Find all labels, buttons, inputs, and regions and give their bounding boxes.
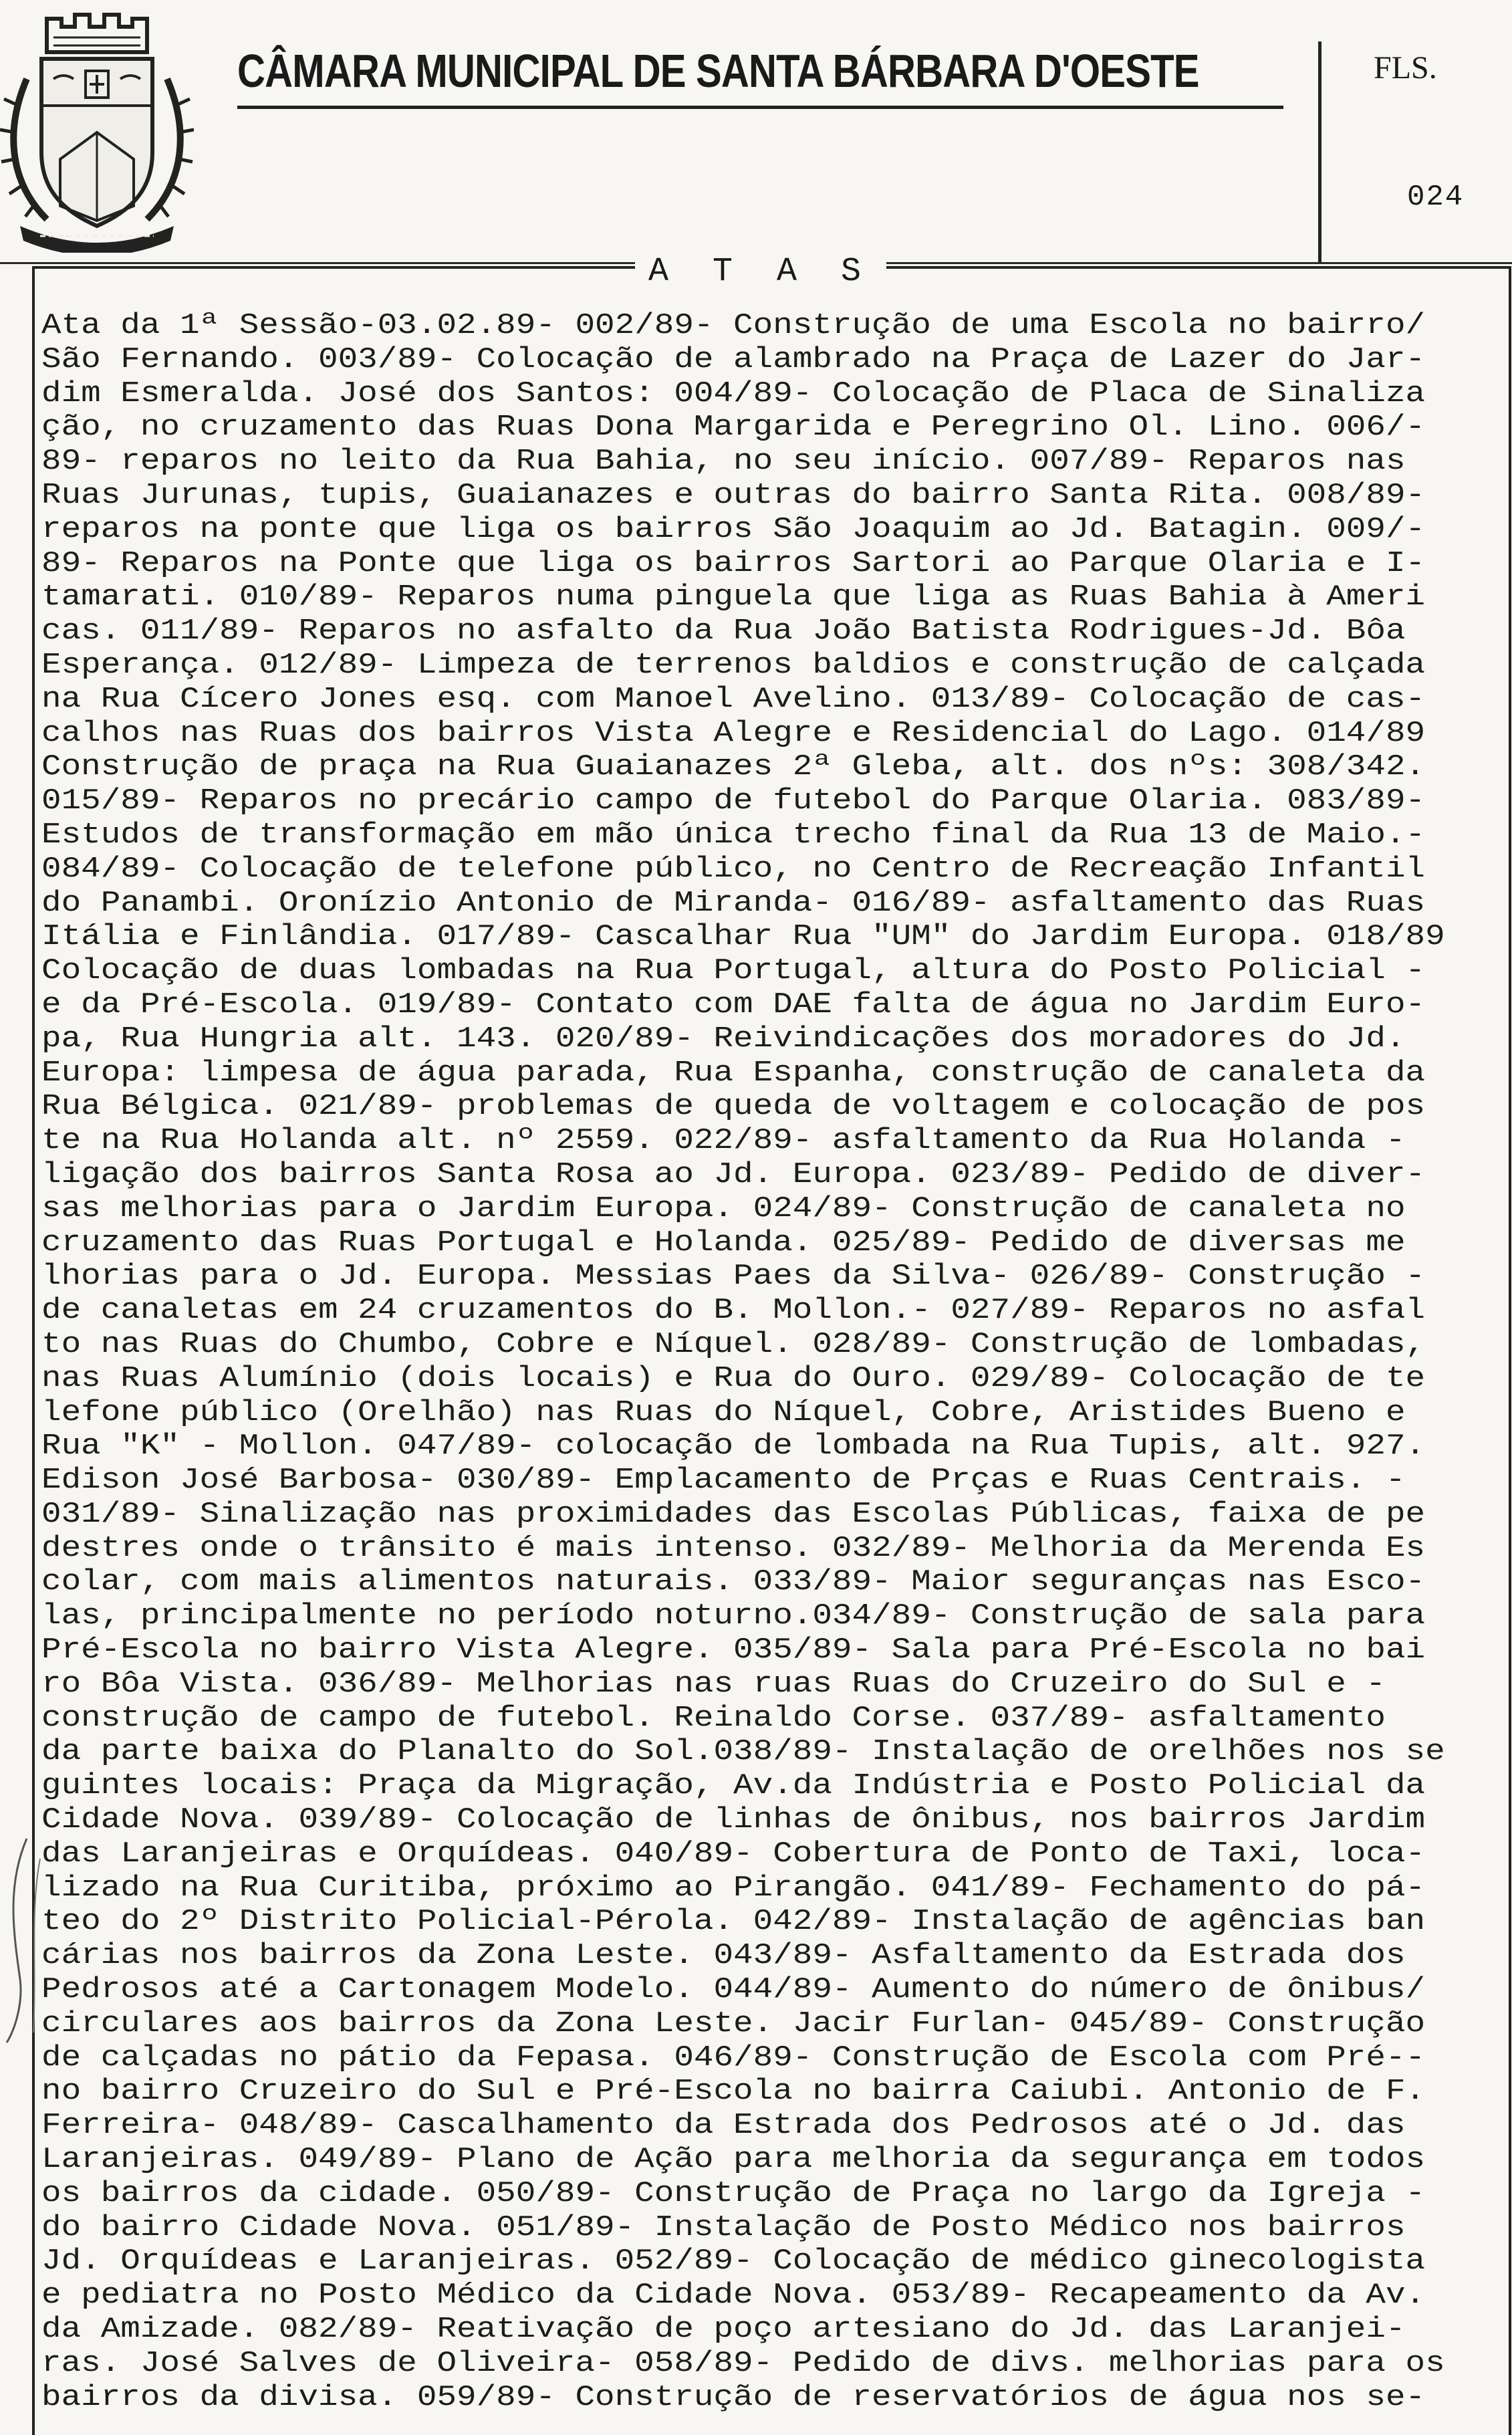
minutes-line: 084/89- Colocação de telefone público, no Centro de Recreação Infantil (41, 852, 1426, 886)
minutes-line: Pré-Escola no bairro Vista Alegre. 035/89- Sala para Pré-Escola no bai (41, 1633, 1426, 1667)
minutes-line: reparos na ponte que liga os bairros São Joaquim ao Jd. Batagin. 009/- (41, 512, 1426, 546)
minutes-line: das Laranjeiras e Orquídeas. 040/89- Cobertura de Ponto de Taxi, loca- (41, 1837, 1426, 1871)
minutes-line: calhos nas Ruas dos bairros Vista Alegre e Residencial do Lago. 014/89 (41, 716, 1426, 750)
minutes-line: Construção de praça na Rua Guaianazes 2ª Gleba, alt. dos nºs: 308/342. (41, 750, 1426, 784)
minutes-line: cárias nos bairros da Zona Leste. 043/89- Asfaltamento da Estrada dos (41, 1939, 1406, 1973)
minutes-line: te na Rua Holanda alt. nº 2559. 022/89- asfaltamento da Rua Holanda - (41, 1124, 1406, 1158)
minutes-line: cas. 011/89- Reparos no asfalto da Rua João Batista Rodrigues-Jd. Bôa (41, 614, 1406, 649)
minutes-line: 031/89- Sinalização nas proximidades das Escolas Públicas, faixa de pe (41, 1497, 1426, 1531)
minutes-line: sas melhorias para o Jardim Europa. 024/89- Construção de canaleta no (41, 1191, 1406, 1226)
minutes-line: Rua Bélgica. 021/89- problemas de queda de voltagem e colocação de pos (41, 1090, 1426, 1124)
minutes-line: e da Pré-Escola. 019/89- Contato com DAE falta de água no Jardim Euro- (41, 988, 1426, 1022)
minutes-line: colar, com mais alimentos naturais. 033/89- Maior seguranças nas Esco- (41, 1565, 1426, 1599)
minutes-line: Ata da 1ª Sessão-03.02.89- 002/89- Construção de uma Escola no bairro/ (41, 309, 1426, 342)
minutes-line: lhorias para o Jd. Europa. Messias Paes da Silva- 026/89- Construção - (41, 1260, 1426, 1294)
minutes-line: las, principalmente no período noturno.034/89- Construção de sala para (41, 1599, 1426, 1633)
minutes-line: construção de campo de futebol. Reinaldo Corse. 037/89- asfaltamento (41, 1701, 1386, 1735)
minutes-line: do bairro Cidade Nova. 051/89- Instalação de Posto Médico nos bairros (41, 2210, 1406, 2244)
minutes-line: Jd. Orquídeas e Laranjeiras. 052/89- Colocação de médico ginecologista (41, 2244, 1426, 2279)
minutes-line: no bairro Cruzeiro do Sul e Pré-Escola no bairra Caiubi. Antonio de F. (41, 2075, 1426, 2109)
minutes-line: na Rua Cícero Jones esq. com Manoel Avelino. 013/89- Colocação de cas- (41, 682, 1426, 716)
minutes-line: nas Ruas Alumínio (dois locais) e Rua do Ouro. 029/89- Colocação de te (41, 1361, 1426, 1395)
folio-label: FLS. (1374, 50, 1437, 86)
minutes-line: bairros da divisa. 059/89- Construção de reservatórios de água nos se- (41, 2380, 1426, 2414)
minutes-line: ras. José Salves de Oliveira- 058/89- Pedido de divs. melhorias para os (41, 2346, 1445, 2380)
minutes-line: Estudos de transformação em mão única trecho final da Rua 13 de Maio.- (41, 818, 1426, 852)
folio-number: 024 (1407, 181, 1465, 214)
minutes-line: ligação dos bairros Santa Rosa ao Jd. Europa. 023/89- Pedido de diver- (41, 1157, 1426, 1191)
minutes-line: cruzamento das Ruas Portugal e Holanda. 025/89- Pedido de diversas me (41, 1226, 1406, 1260)
minutes-line: Rua "K" - Mollon. 047/89- colocação de lombada na Rua Tupis, alt. 927. (41, 1429, 1426, 1464)
margin-pencil-mark-icon (0, 1832, 80, 2046)
minutes-line: Cidade Nova. 039/89- Colocação de linhas de ônibus, nos bairros Jardim (41, 1803, 1426, 1837)
minutes-line: 015/89- Reparos no precário campo de futebol do Parque Olaria. 083/89- (41, 784, 1426, 818)
minutes-text (41, 309, 1469, 2414)
minutes-line: lizado na Rua Curitiba, próximo ao Pirangão. 041/89- Fechamento do pá- (41, 1871, 1426, 1905)
minutes-line: Esperança. 012/89- Limpeza de terrenos baldios e construção de calçada (41, 648, 1426, 682)
minutes-line: pa, Rua Hungria alt. 143. 020/89- Reivindicações dos moradores do Jd. (41, 1022, 1406, 1056)
minutes-line: de calçadas no pátio da Fepasa. 046/89- Construção de Escola com Pré-- (41, 2041, 1426, 2075)
minutes-line: teo do 2º Distrito Policial-Pérola. 042/89- Instalação de agências ban (41, 1905, 1426, 1939)
minutes-line: Ferreira- 048/89- Cascalhamento da Estrada dos Pedrosos até o Jd. das (41, 2109, 1406, 2143)
minutes-line: Itália e Finlândia. 017/89- Cascalhar Rua "UM" do Jardim Europa. 018/89 (41, 920, 1445, 954)
minutes-line: tamarati. 010/89- Reparos numa pinguela que liga as Ruas Bahia à Ameri (41, 580, 1426, 614)
minutes-line: lefone público (Orelhão) nas Ruas do Níquel, Cobre, Aristides Bueno e (41, 1395, 1406, 1429)
minutes-line: e pediatra no Posto Médico da Cidade Nova. 053/89- Recapeamento da Av. (41, 2279, 1426, 2313)
minutes-line: Laranjeiras. 049/89- Plano de Ação para melhoria da segurança em todos (41, 2143, 1426, 2177)
minutes-line: 89- reparos no leito da Rua Bahia, no seu início. 007/89- Reparos nas (41, 445, 1406, 479)
minutes-line: os bairros da cidade. 050/89- Construção de Praça no largo da Igreja - (41, 2176, 1426, 2210)
minutes-line: da Amizade. 082/89- Reativação de poço artesiano do Jd. das Laranjei- (41, 2313, 1406, 2347)
municipal-crest-icon (0, 5, 194, 253)
minutes-line: dim Esmeralda. José dos Santos: 004/89- Colocação de Placa de Sinaliza (41, 376, 1426, 411)
header-divider (1318, 41, 1321, 262)
minutes-line: ro Bôa Vista. 036/89- Melhorias nas ruas Ruas do Cruzeiro do Sul e - (41, 1667, 1386, 1701)
header-underline (237, 106, 1283, 109)
minutes-line: circulares aos bairros da Zona Leste. Jacir Furlan- 045/89- Construção (41, 2006, 1426, 2041)
minutes-line: de canaletas em 24 cruzamentos do B. Mollon.- 027/89- Reparos no asfal (41, 1294, 1426, 1328)
minutes-line: Pedrosos até a Cartonagem Modelo. 044/89- Aumento do número de ônibus/ (41, 1973, 1426, 2007)
minutes-line: Ruas Jurunas, tupis, Guaianazes e outras do bairro Santa Rita. 008/89- (41, 478, 1426, 512)
minutes-line: 89- Reparos na Ponte que liga os bairros Sartori ao Parque Olaria e I- (41, 546, 1426, 580)
minutes-line: São Fernando. 003/89- Colocação de alambrado na Praça de Lazer do Jar- (41, 342, 1426, 376)
minutes-line: Europa: limpesa de água parada, Rua Espanha, construção de canaleta da (41, 1056, 1426, 1090)
minutes-line: guintes locais: Praça da Migração, Av.da Indústria e Posto Policial da (41, 1769, 1426, 1803)
minutes-line: do Panambi. Oronízio Antonio de Miranda- 016/89- asfaltamento das Ruas (41, 886, 1426, 920)
minutes-line: da parte baixa do Planalto do Sol.038/89- Instalação de orelhões nos se (41, 1735, 1445, 1769)
minutes-line: ção, no cruzamento das Ruas Dona Margarida e Peregrino Ol. Lino. 006/- (41, 411, 1426, 445)
minutes-line: destres onde o trânsito é mais intenso. 032/89- Melhoria da Merenda Es (41, 1531, 1426, 1565)
section-title: A T A S (635, 253, 886, 291)
minutes-line: Colocação de duas lombadas na Rua Portugal, altura do Posto Policial - (41, 954, 1426, 988)
institution-title: CÂMARA MUNICIPAL DE SANTA BÁRBARA D'OESTE (237, 45, 1199, 97)
minutes-line: to nas Ruas do Chumbo, Cobre e Níquel. 028/89- Construção de lombadas, (41, 1327, 1426, 1361)
minutes-line: Edison José Barbosa- 030/89- Emplacamento de Prças e Ruas Centrais. - (41, 1464, 1406, 1498)
